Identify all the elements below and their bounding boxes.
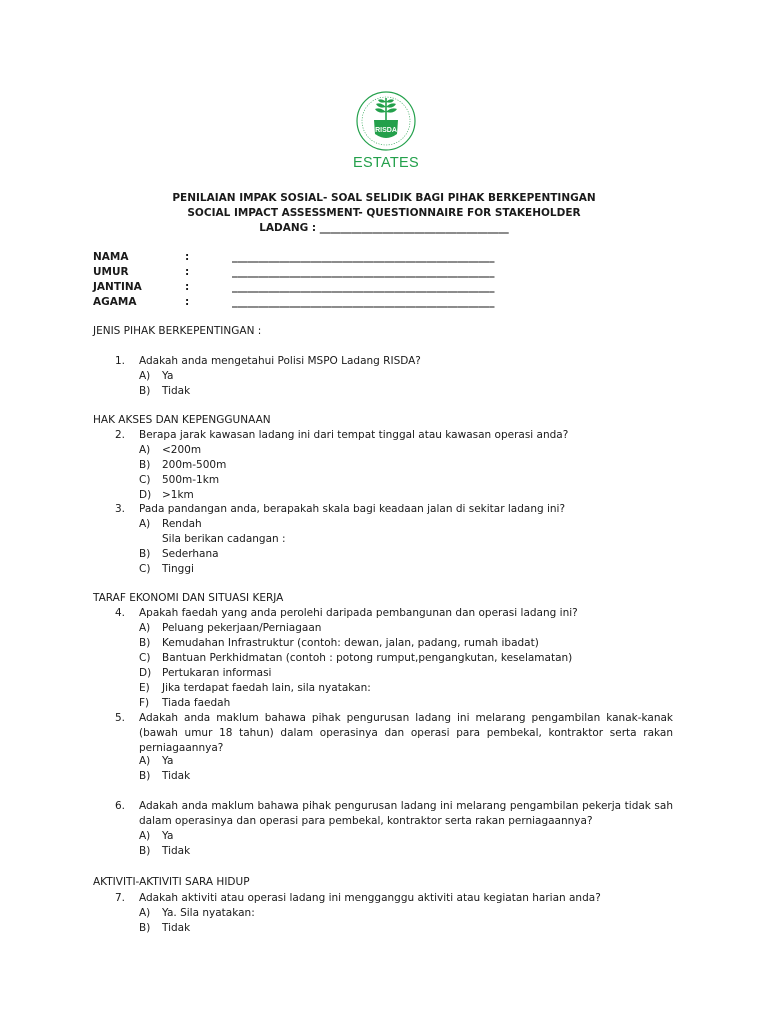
- option-letter: A): [139, 444, 151, 456]
- option-letter: A): [139, 622, 151, 634]
- field-colon: :: [185, 251, 190, 263]
- question-number: 3.: [115, 503, 126, 515]
- question-number: 4.: [115, 607, 126, 619]
- question-1-text: Adakah anda mengetahui Polisi MSPO Ladang RISDA?: [139, 355, 421, 367]
- q6-option-b[interactable]: Tidak: [162, 845, 191, 857]
- q2-option-c[interactable]: 500m-1km: [162, 474, 220, 486]
- q5-option-a[interactable]: Ya: [162, 755, 174, 767]
- option-letter: A): [139, 518, 151, 530]
- q1-option-b[interactable]: Tidak: [162, 385, 191, 397]
- risda-logo: [352, 90, 420, 152]
- option-letter: B): [139, 385, 151, 397]
- option-letter: B): [139, 770, 151, 782]
- q3-suggestion-note: Sila berikan cadangan :: [162, 533, 286, 545]
- option-letter: C): [139, 563, 151, 575]
- question-5-text: Adakah anda maklum bahawa pihak pengurusan ladang ini melarang pengambilan kanak-kanak (bawah umur 18 tahun) dalam operasinya dan operasi para pembekal, kontraktor serta rakan perniagaannya?: [139, 712, 673, 754]
- q3-option-c[interactable]: Tinggi: [162, 563, 194, 575]
- question-3-text: Pada pandangan anda, berapakah skala bagi keadaan jalan di sekitar ladang ini?: [139, 503, 566, 515]
- section-heading-taraf-ekonomi: TARAF EKONOMI DAN SITUASI KERJA: [93, 592, 284, 604]
- question-6-text: Adakah anda maklum bahawa pihak pengurusan ladang ini melarang pengambilan pekerja tidak sah dalam operasinya dan operasi para pembekal, kontraktor serta rakan perniagaannya?: [139, 800, 673, 827]
- q7-option-b[interactable]: Tidak: [162, 922, 191, 934]
- q4-option-c[interactable]: Bantuan Perkhidmatan (contoh : potong rumput,pengangkutan, keselamatan): [162, 652, 573, 664]
- nama-field[interactable]: __________________________________________________: [232, 251, 495, 263]
- option-letter: C): [139, 652, 151, 664]
- jantina-field[interactable]: __________________________________________________: [232, 281, 495, 293]
- title-english: SOCIAL IMPACT ASSESSMENT- QUESTIONNAIRE FOR STAKEHOLDER: [187, 207, 581, 219]
- stakeholder-type-label: JENIS PIHAK BERKEPENTINGAN :: [93, 325, 262, 337]
- ladang-line: LADANG : ____________________________________: [259, 222, 509, 234]
- question-number: 1.: [115, 355, 126, 367]
- option-letter: F): [139, 697, 150, 709]
- question-2-text: Berapa jarak kawasan ladang ini dari tempat tinggal atau kawasan operasi anda?: [139, 429, 569, 441]
- option-letter: A): [139, 370, 151, 382]
- field-colon: :: [185, 296, 190, 308]
- field-label-jantina: JANTINA: [93, 281, 142, 293]
- option-letter: A): [139, 755, 151, 767]
- q2-option-b[interactable]: 200m-500m: [162, 459, 227, 471]
- q2-option-a[interactable]: <200m: [162, 444, 202, 456]
- logo-wordmark: RISDA: [375, 127, 397, 134]
- field-label-agama: AGAMA: [93, 296, 137, 308]
- q3-option-b[interactable]: Sederhana: [162, 548, 219, 560]
- option-letter: B): [139, 845, 151, 857]
- question-number: 7.: [115, 892, 126, 904]
- option-letter: C): [139, 474, 151, 486]
- q4-option-e[interactable]: Jika terdapat faedah lain, sila nyatakan:: [162, 682, 371, 694]
- brand-title: ESTATES: [352, 155, 420, 171]
- agama-field[interactable]: __________________________________________________: [232, 296, 495, 308]
- q2-option-d[interactable]: >1km: [162, 489, 194, 501]
- option-letter: B): [139, 637, 151, 649]
- q1-option-a[interactable]: Ya: [162, 370, 174, 382]
- option-letter: D): [139, 489, 152, 501]
- q6-option-a[interactable]: Ya: [162, 830, 174, 842]
- option-letter: A): [139, 907, 151, 919]
- q7-option-a[interactable]: Ya. Sila nyatakan:: [162, 907, 255, 919]
- question-4-text: Apakah faedah yang anda perolehi daripada pembangunan dan operasi ladang ini?: [139, 607, 578, 619]
- option-letter: B): [139, 548, 151, 560]
- question-7-text: Adakah aktiviti atau operasi ladang ini mengganggu aktiviti atau kegiatan harian anda?: [139, 892, 601, 904]
- umur-field[interactable]: __________________________________________________: [232, 266, 495, 278]
- field-label-umur: UMUR: [93, 266, 129, 278]
- title-malay: PENILAIAN IMPAK SOSIAL- SOAL SELIDIK BAGI PIHAK BERKEPENTINGAN: [172, 192, 596, 204]
- option-letter: D): [139, 667, 152, 679]
- field-colon: :: [185, 266, 190, 278]
- q4-option-f[interactable]: Tiada faedah: [162, 697, 231, 709]
- question-number: 2.: [115, 429, 126, 441]
- option-letter: A): [139, 830, 151, 842]
- section-heading-aktiviti-sara-hidup: AKTIVITI-AKTIVITI SARA HIDUP: [93, 876, 250, 888]
- q3-option-a[interactable]: Rendah: [162, 518, 202, 530]
- question-number: 5.: [115, 712, 126, 724]
- q4-option-b[interactable]: Kemudahan Infrastruktur (contoh: dewan, jalan, padang, rumah ibadat): [162, 637, 539, 649]
- question-number: 6.: [115, 800, 126, 812]
- q4-option-a[interactable]: Peluang pekerjaan/Perniagaan: [162, 622, 322, 634]
- section-heading-hak-akses: HAK AKSES DAN KEPENGGUNAAN: [93, 414, 271, 426]
- option-letter: B): [139, 922, 151, 934]
- q5-option-b[interactable]: Tidak: [162, 770, 191, 782]
- q4-option-d[interactable]: Pertukaran informasi: [162, 667, 272, 679]
- option-letter: B): [139, 459, 151, 471]
- field-colon: :: [185, 281, 190, 293]
- option-letter: E): [139, 682, 150, 694]
- field-label-nama: NAMA: [93, 251, 129, 263]
